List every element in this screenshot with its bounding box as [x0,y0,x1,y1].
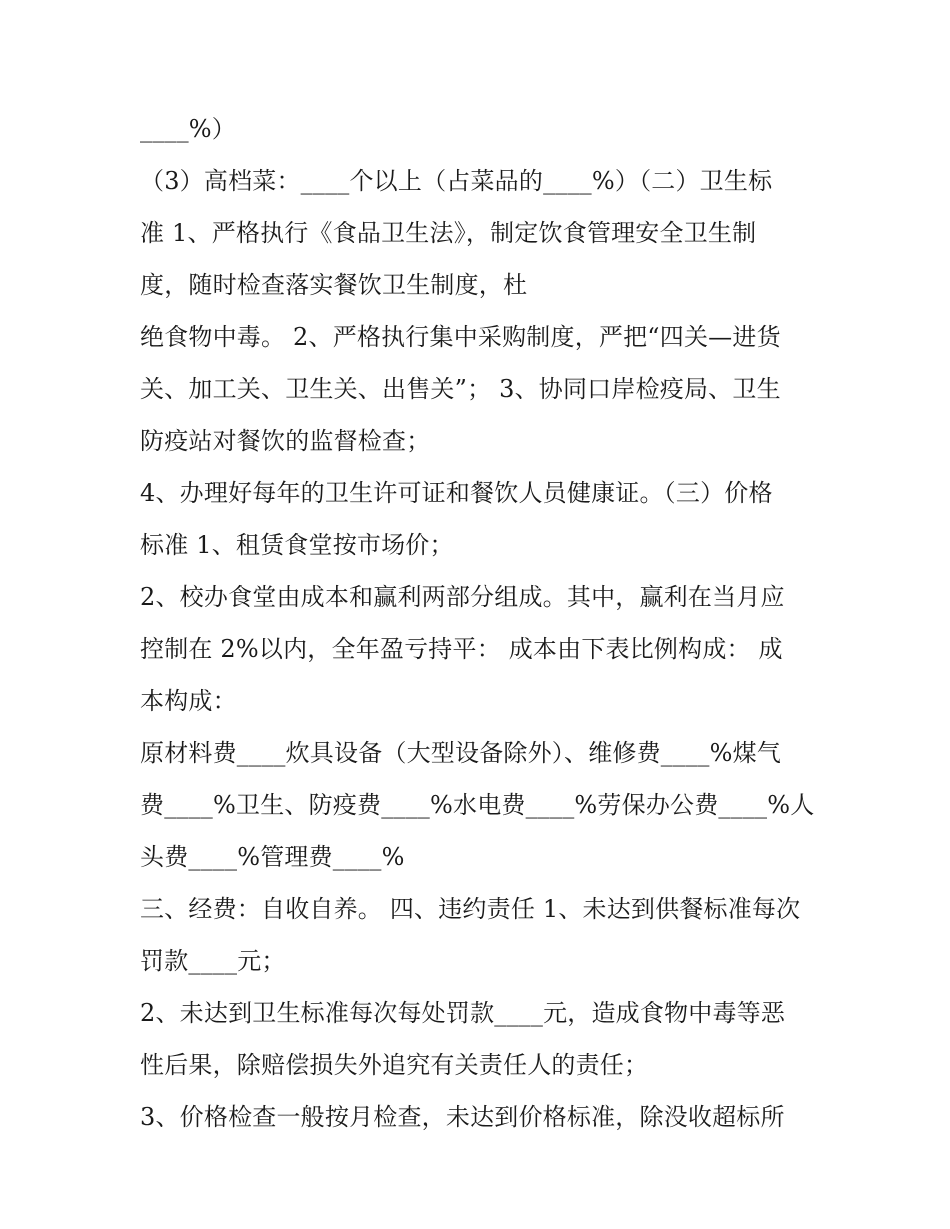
text-line: 本构成： [140,687,237,715]
text-line: 原材料费____炊具设备（大型设备除外）、维修费____%煤气 [140,739,782,767]
text-line: 标准 1、租赁食堂按市场价； [140,531,454,559]
text-line: 2、未达到卫生标准每次每处罚款____元，造成食物中毒等恶 [140,999,786,1027]
text-line: 关、加工关、卫生关、出售关”； 3、协同口岸检疫局、卫生 [140,375,781,403]
text-line: 准 1、严格执行《食品卫生法》，制定饮食管理安全卫生制 [140,219,757,247]
text-line: 罚款____元； [140,947,286,975]
text-line: 度，随时检查落实餐饮卫生制度，杜 [140,271,528,299]
text-line: 3、价格检查一般按月检查，未达到价格标准，除没收超标所 [140,1103,785,1131]
text-line: 费____%卫生、防疫费____%水电费____%劳保办公费____%人 [140,791,815,819]
text-line: 防疫站对餐饮的监督检查； [140,427,431,455]
text-line: 头费____%管理费____% [140,843,405,871]
text-line: ____%） [140,115,237,143]
text-line: 2、校办食堂由成本和赢利两部分组成。其中，赢利在当月应 [140,583,785,611]
text-line: 三、经费：自收自养。 四、违约责任 1、未达到供餐标准每次 [140,895,801,923]
text-line: 控制在 2%以内，全年盈亏持平： 成本由下表比例构成： 成 [140,635,783,663]
text-line: 绝食物中毒。 2、严格执行集中采购制度，严把“四关—进货 [140,323,781,351]
text-line: （3）高档菜：____个以上（占菜品的____%）（二）卫生标 [140,167,773,195]
text-line: 性后果，除赔偿损失外追究有关责任人的责任； [140,1051,649,1079]
text-line: 4、办理好每年的卫生许可证和餐饮人员健康证。（三）价格 [140,479,773,507]
